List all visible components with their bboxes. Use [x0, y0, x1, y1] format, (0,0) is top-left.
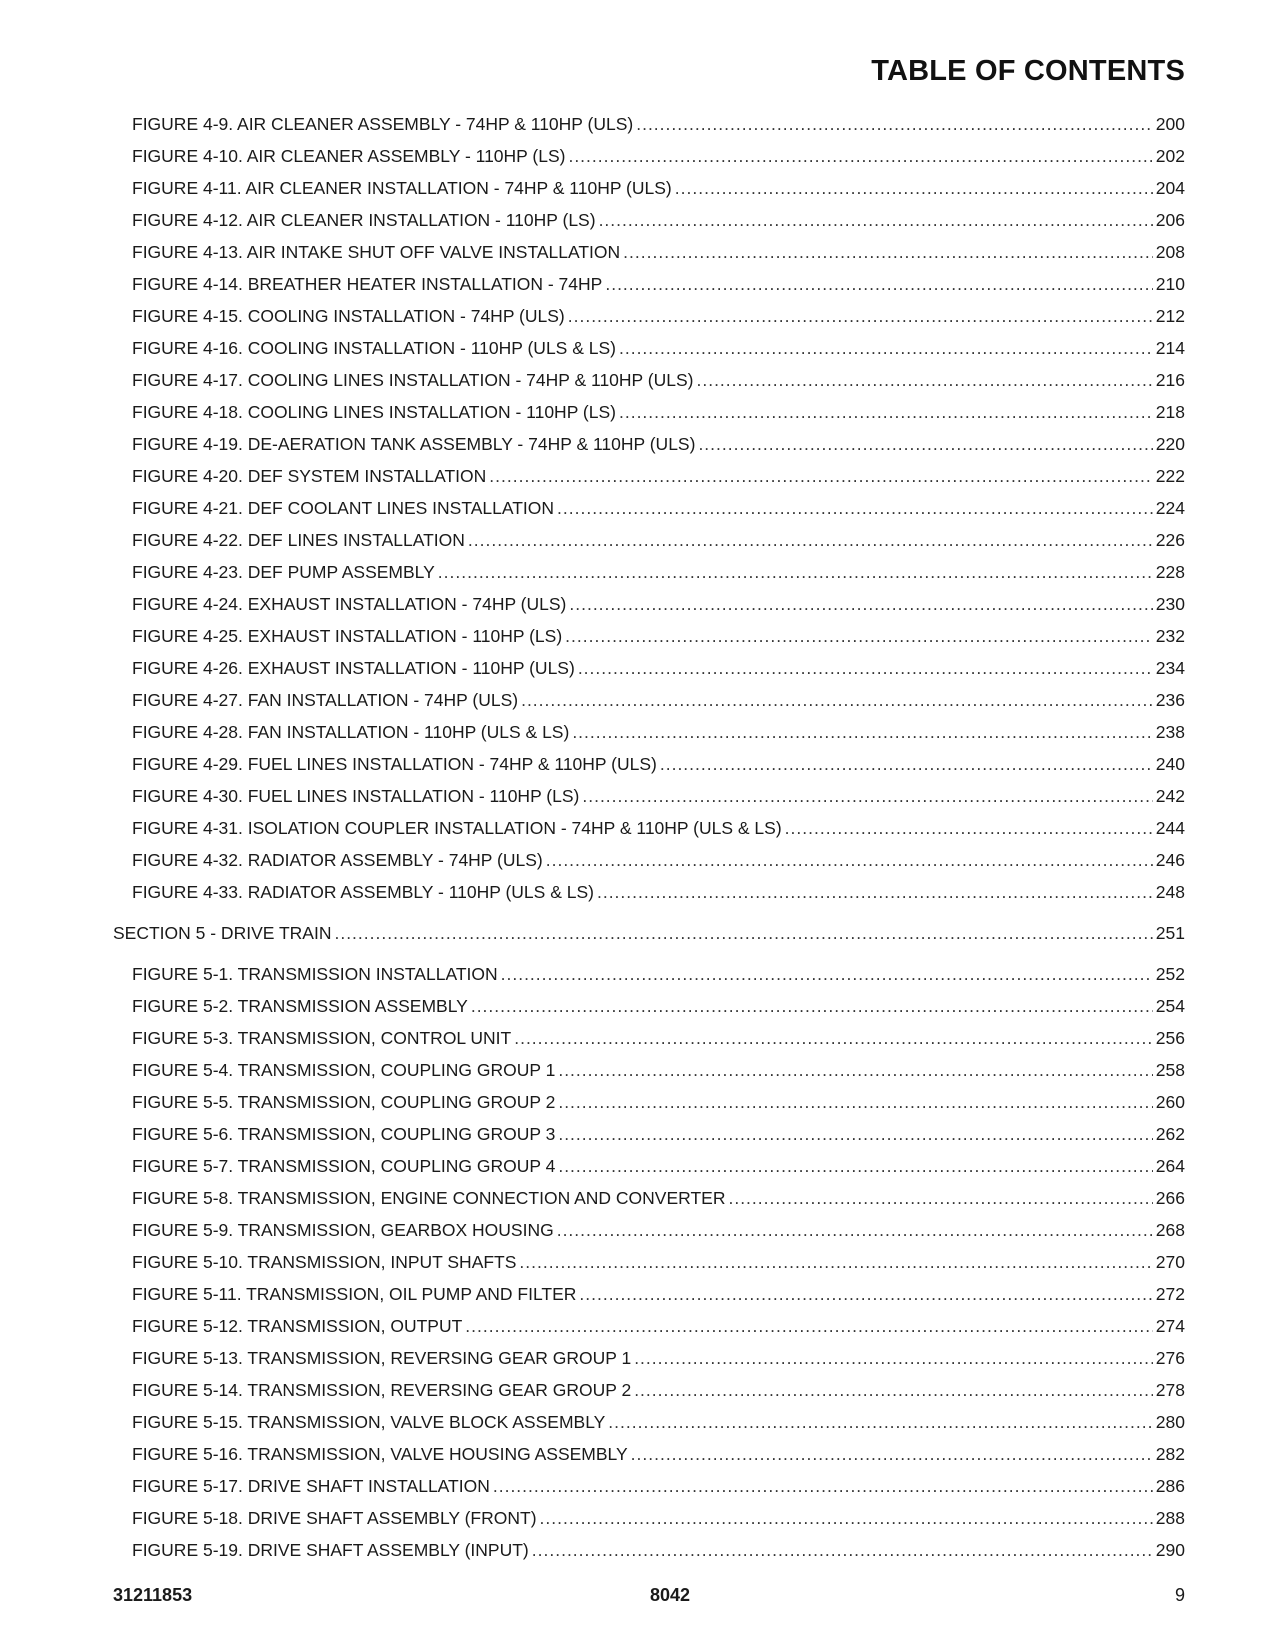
toc-entry-page-number: 270 — [1155, 1252, 1185, 1272]
toc-entry-page-number: 280 — [1155, 1412, 1185, 1432]
toc-entry-page-number: 272 — [1155, 1284, 1185, 1304]
dot-leader — [572, 716, 1152, 748]
dot-leader — [605, 268, 1152, 300]
toc-entry-page-number: 214 — [1155, 338, 1185, 358]
dot-leader — [582, 780, 1152, 812]
dot-leader — [468, 524, 1153, 556]
toc-entry-page-number: 286 — [1155, 1476, 1185, 1496]
toc-entry-label: FIGURE 5-13. TRANSMISSION, REVERSING GEAR GROUP 1 — [132, 1348, 632, 1368]
dot-leader — [438, 556, 1153, 588]
toc-entry-label: FIGURE 4-32. RADIATOR ASSEMBLY - 74HP (ULS) — [132, 850, 543, 870]
toc-entry-page-number: 258 — [1155, 1060, 1185, 1080]
toc-entry-label: FIGURE 5-1. TRANSMISSION INSTALLATION — [132, 964, 498, 984]
toc-entry-page-number: 248 — [1155, 882, 1185, 902]
toc-entry-label: FIGURE 5-11. TRANSMISSION, OIL PUMP AND FILTER — [132, 1284, 577, 1304]
footer-model: 8042 — [649, 1585, 691, 1605]
toc-figure-link[interactable] — [132, 716, 1185, 748]
toc-entry-page-number: 266 — [1155, 1188, 1185, 1208]
dot-leader — [623, 236, 1153, 268]
toc-figure-link[interactable] — [132, 844, 1185, 876]
toc-entry-page-number: 216 — [1155, 370, 1185, 390]
toc-entry-label: FIGURE 5-12. TRANSMISSION, OUTPUT — [132, 1316, 463, 1336]
dot-leader — [785, 812, 1153, 844]
toc-entry-page-number: 236 — [1155, 690, 1185, 710]
toc-figure-link[interactable] — [132, 1438, 1185, 1470]
dot-leader — [568, 300, 1153, 332]
dot-leader — [565, 620, 1153, 652]
toc-entry-label: FIGURE 4-22. DEF LINES INSTALLATION — [132, 530, 465, 550]
toc-entry-label: FIGURE 5-18. DRIVE SHAFT ASSEMBLY (FRONT) — [132, 1508, 537, 1528]
dot-leader — [579, 1278, 1152, 1310]
dot-leader — [660, 748, 1153, 780]
toc-list — [0, 108, 1275, 1566]
toc-entry-page-number: 276 — [1155, 1348, 1185, 1368]
toc-figure-link[interactable] — [132, 524, 1185, 556]
toc-figure-link[interactable] — [132, 1374, 1185, 1406]
toc-entry-label: FIGURE 4-31. ISOLATION COUPLER INSTALLATION - 74HP & 110HP (ULS & LS) — [132, 818, 782, 838]
dot-leader — [546, 844, 1153, 876]
toc-figure-link[interactable] — [132, 300, 1185, 332]
toc-figure-link[interactable] — [132, 236, 1185, 268]
dot-leader — [519, 1246, 1152, 1278]
toc-entry-page-number: 282 — [1155, 1444, 1185, 1464]
toc-entry-page-number: 238 — [1155, 722, 1185, 742]
toc-figure-link[interactable] — [132, 396, 1185, 428]
toc-figure-link[interactable] — [132, 268, 1185, 300]
toc-entry-label: FIGURE 4-9. AIR CLEANER ASSEMBLY - 74HP & 110HP (ULS) — [132, 114, 634, 134]
dot-leader — [493, 1470, 1153, 1502]
toc-figure-link[interactable] — [132, 588, 1185, 620]
toc-entry-page-number: 290 — [1155, 1540, 1185, 1560]
toc-section-link[interactable] — [113, 912, 1185, 954]
toc-figure-link[interactable] — [132, 780, 1185, 812]
toc-entry-label: FIGURE 4-12. AIR CLEANER INSTALLATION - 110HP (LS) — [132, 210, 596, 230]
toc-figure-link[interactable] — [132, 876, 1185, 908]
toc-entry-label: FIGURE 4-15. COOLING INSTALLATION - 74HP (ULS) — [132, 306, 565, 326]
toc-entry-label: FIGURE 5-5. TRANSMISSION, COUPLING GROUP 2 — [132, 1092, 556, 1112]
toc-figure-link[interactable] — [132, 812, 1185, 844]
toc-entry-label: FIGURE 4-26. EXHAUST INSTALLATION - 110HP (ULS) — [132, 658, 575, 678]
toc-figure-link[interactable] — [132, 556, 1185, 588]
toc-entry-page-number: 212 — [1155, 306, 1185, 326]
toc-entry-label: FIGURE 5-7. TRANSMISSION, COUPLING GROUP 4 — [132, 1156, 556, 1176]
dot-leader — [636, 108, 1153, 140]
toc-figure-link[interactable] — [132, 1022, 1185, 1054]
dot-leader — [558, 1086, 1152, 1118]
toc-figure-link[interactable] — [132, 1182, 1185, 1214]
dot-leader — [558, 1150, 1152, 1182]
toc-entry-page-number: 232 — [1155, 626, 1185, 646]
toc-entry-page-number: 234 — [1155, 658, 1185, 678]
footer-doc-number: 31211853 — [113, 1585, 193, 1605]
dot-leader — [465, 1310, 1153, 1342]
toc-entry-page-number: 260 — [1155, 1092, 1185, 1112]
dot-leader — [514, 1022, 1153, 1054]
toc-entry-page-number: 288 — [1155, 1508, 1185, 1528]
toc-figure-link[interactable] — [132, 1406, 1185, 1438]
toc-entry-page-number: 264 — [1155, 1156, 1185, 1176]
toc-figure-link[interactable] — [132, 1470, 1185, 1502]
toc-entry-page-number: 220 — [1155, 434, 1185, 454]
toc-figure-link[interactable] — [132, 1214, 1185, 1246]
dot-leader — [608, 1406, 1153, 1438]
toc-entry-page-number: 268 — [1155, 1220, 1185, 1240]
toc-entry-page-number: 200 — [1155, 114, 1185, 134]
toc-entry-label: FIGURE 5-4. TRANSMISSION, COUPLING GROUP 1 — [132, 1060, 556, 1080]
toc-entry-page-number: 210 — [1155, 274, 1185, 294]
toc-entry-label: FIGURE 4-27. FAN INSTALLATION - 74HP (ULS) — [132, 690, 519, 710]
toc-figure-link[interactable] — [132, 140, 1185, 172]
dot-leader — [558, 1054, 1152, 1086]
toc-figure-link[interactable] — [132, 748, 1185, 780]
toc-entry-label: FIGURE 4-28. FAN INSTALLATION - 110HP (ULS & LS) — [132, 722, 570, 742]
toc-entry-page-number: 254 — [1155, 996, 1185, 1016]
dot-leader — [471, 990, 1153, 1022]
toc-figure-link[interactable] — [132, 684, 1185, 716]
toc-entry-page-number: 246 — [1155, 850, 1185, 870]
toc-entry-page-number: 242 — [1155, 786, 1185, 806]
toc-entry-label: FIGURE 4-30. FUEL LINES INSTALLATION - 110HP (LS) — [132, 786, 580, 806]
toc-entry-label: FIGURE 4-33. RADIATOR ASSEMBLY - 110HP (ULS & LS) — [132, 882, 594, 902]
toc-entry-label: FIGURE 4-25. EXHAUST INSTALLATION - 110HP (LS) — [132, 626, 563, 646]
toc-figure-link[interactable] — [132, 652, 1185, 684]
toc-figure-link[interactable] — [132, 364, 1185, 396]
toc-entry-page-number: 226 — [1155, 530, 1185, 550]
dot-leader — [597, 876, 1153, 908]
dot-leader — [501, 958, 1153, 990]
dot-leader — [599, 204, 1153, 236]
toc-figure-link[interactable] — [132, 460, 1185, 492]
toc-entry-label: FIGURE 5-3. TRANSMISSION, CONTROL UNIT — [132, 1028, 512, 1048]
toc-figure-link[interactable] — [132, 1150, 1185, 1182]
dot-leader — [489, 460, 1153, 492]
toc-entry-page-number: 230 — [1155, 594, 1185, 614]
toc-entry-label: FIGURE 5-17. DRIVE SHAFT INSTALLATION — [132, 1476, 490, 1496]
toc-entry-page-number: 240 — [1155, 754, 1185, 774]
toc-entry-page-number: 204 — [1155, 178, 1185, 198]
dot-leader — [634, 1342, 1153, 1374]
toc-entry-page-number: 278 — [1155, 1380, 1185, 1400]
toc-figure-link[interactable] — [132, 958, 1185, 990]
toc-figure-link[interactable] — [132, 1086, 1185, 1118]
toc-figure-link[interactable] — [132, 332, 1185, 364]
dot-leader — [631, 1438, 1153, 1470]
toc-entry-label: FIGURE 5-19. DRIVE SHAFT ASSEMBLY (INPUT) — [132, 1540, 529, 1560]
toc-entry-label: FIGURE 4-13. AIR INTAKE SHUT OFF VALVE INSTALLATION — [132, 242, 621, 262]
toc-entry-label: FIGURE 4-14. BREATHER HEATER INSTALLATION - 74HP — [132, 274, 603, 294]
toc-figure-link[interactable] — [132, 1310, 1185, 1342]
toc-figure-link[interactable] — [132, 172, 1185, 204]
toc-figure-link[interactable] — [132, 1278, 1185, 1310]
dot-leader — [557, 1214, 1153, 1246]
toc-figure-link[interactable] — [132, 492, 1185, 524]
dot-leader — [619, 332, 1153, 364]
toc-entry-page-number: 252 — [1155, 964, 1185, 984]
toc-entry-label: FIGURE 4-11. AIR CLEANER INSTALLATION - 74HP & 110HP (ULS) — [132, 178, 672, 198]
toc-entry-label: FIGURE 5-15. TRANSMISSION, VALVE BLOCK ASSEMBLY — [132, 1412, 606, 1432]
dot-leader — [578, 652, 1153, 684]
toc-entry-page-number: 202 — [1155, 146, 1185, 166]
toc-entry-page-number: 262 — [1155, 1124, 1185, 1144]
toc-entry-label: FIGURE 4-24. EXHAUST INSTALLATION - 74HP (ULS) — [132, 594, 567, 614]
toc-figure-link[interactable] — [132, 990, 1185, 1022]
toc-figure-link[interactable] — [132, 204, 1185, 236]
dot-leader — [569, 588, 1152, 620]
toc-entry-page-number: 274 — [1155, 1316, 1185, 1336]
toc-entry-page-number: 208 — [1155, 242, 1185, 262]
toc-entry-label: FIGURE 4-20. DEF SYSTEM INSTALLATION — [132, 466, 487, 486]
dot-leader — [634, 1374, 1153, 1406]
toc-entry-label: FIGURE 5-16. TRANSMISSION, VALVE HOUSING ASSEMBLY — [132, 1444, 628, 1464]
dot-leader — [540, 1502, 1153, 1534]
toc-entry-label: FIGURE 4-21. DEF COOLANT LINES INSTALLATION — [132, 498, 555, 518]
dot-leader — [619, 396, 1153, 428]
dot-leader — [568, 140, 1152, 172]
toc-figure-link[interactable] — [132, 1502, 1185, 1534]
toc-figure-link[interactable] — [132, 1054, 1185, 1086]
dot-leader — [334, 912, 1152, 954]
toc-entry-label: FIGURE 5-8. TRANSMISSION, ENGINE CONNECTION AND CONVERTER — [132, 1188, 726, 1208]
toc-entry-label: FIGURE 5-2. TRANSMISSION ASSEMBLY — [132, 996, 468, 1016]
toc-figure-link[interactable] — [132, 620, 1185, 652]
toc-entry-label: FIGURE 4-17. COOLING LINES INSTALLATION - 74HP & 110HP (ULS) — [132, 370, 694, 390]
toc-entry-page-number: 251 — [1155, 923, 1185, 943]
toc-entry-label: FIGURE 5-6. TRANSMISSION, COUPLING GROUP 3 — [132, 1124, 556, 1144]
dot-leader — [532, 1534, 1153, 1566]
dot-leader — [728, 1182, 1152, 1214]
toc-entry-page-number: 218 — [1155, 402, 1185, 422]
dot-leader — [521, 684, 1153, 716]
toc-entry-label: FIGURE 4-29. FUEL LINES INSTALLATION - 74HP & 110HP (ULS) — [132, 754, 657, 774]
toc-entry-page-number: 244 — [1155, 818, 1185, 838]
toc-figure-link[interactable] — [132, 108, 1185, 140]
toc-figure-link[interactable] — [132, 1342, 1185, 1374]
toc-figure-link[interactable] — [132, 1118, 1185, 1150]
toc-entry-label: FIGURE 4-18. COOLING LINES INSTALLATION - 110HP (LS) — [132, 402, 616, 422]
toc-entry-label: FIGURE 4-19. DE-AERATION TANK ASSEMBLY - 74HP & 110HP (ULS) — [132, 434, 696, 454]
toc-entry-label: SECTION 5 - DRIVE TRAIN — [113, 923, 332, 943]
toc-entry-page-number: 222 — [1155, 466, 1185, 486]
toc-figure-link[interactable] — [132, 1246, 1185, 1278]
dot-leader — [558, 1118, 1152, 1150]
toc-entry-label: FIGURE 5-10. TRANSMISSION, INPUT SHAFTS — [132, 1252, 517, 1272]
toc-entry-label: FIGURE 4-16. COOLING INSTALLATION - 110HP (ULS & LS) — [132, 338, 616, 358]
toc-entry-label: FIGURE 5-9. TRANSMISSION, GEARBOX HOUSING — [132, 1220, 554, 1240]
toc-entry-label: FIGURE 4-10. AIR CLEANER ASSEMBLY - 110HP (LS) — [132, 146, 566, 166]
dot-leader — [557, 492, 1153, 524]
dot-leader — [698, 428, 1152, 460]
toc-entry-label: FIGURE 5-14. TRANSMISSION, REVERSING GEAR GROUP 2 — [132, 1380, 632, 1400]
toc-entry-page-number: 256 — [1155, 1028, 1185, 1048]
toc-entry-label: FIGURE 4-23. DEF PUMP ASSEMBLY — [132, 562, 435, 582]
dot-leader — [675, 172, 1153, 204]
toc-entry-page-number: 224 — [1155, 498, 1185, 518]
toc-entry-page-number: 206 — [1155, 210, 1185, 230]
dot-leader — [696, 364, 1152, 396]
page-title: TABLE OF CONTENTS — [871, 55, 1185, 87]
footer-page-number: 9 — [1174, 1585, 1185, 1605]
toc-figure-link[interactable] — [132, 428, 1185, 460]
page-footer — [0, 1585, 1275, 1615]
toc-entry-page-number: 228 — [1155, 562, 1185, 582]
toc-figure-link[interactable] — [132, 1534, 1185, 1566]
